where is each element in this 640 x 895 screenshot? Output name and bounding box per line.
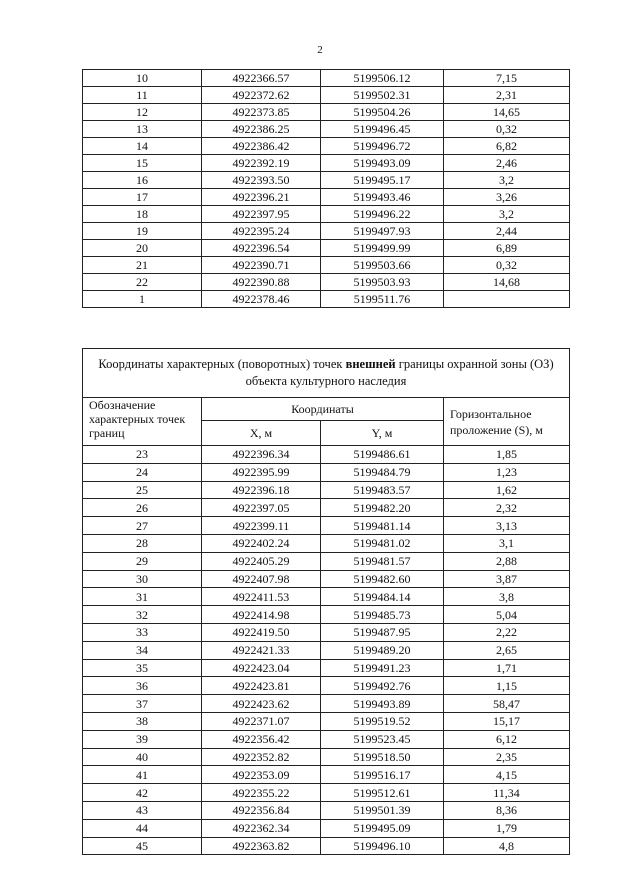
header-coordinates: Координаты — [202, 398, 444, 421]
x-cell: 4922396.18 — [202, 481, 321, 499]
x-cell: 4922423.04 — [202, 659, 321, 677]
y-cell: 5199495.17 — [321, 172, 444, 189]
table-row — [83, 138, 570, 155]
distance-cell: 3,2 — [444, 206, 570, 223]
point-cell: 14 — [83, 138, 202, 155]
x-cell: 4922392.19 — [202, 155, 321, 172]
table-row — [83, 712, 570, 730]
x-cell: 4922423.62 — [202, 695, 321, 713]
x-cell: 4922390.88 — [202, 274, 321, 291]
coordinates-table-continued — [82, 69, 570, 308]
y-cell: 5199493.09 — [321, 155, 444, 172]
point-cell: 35 — [83, 659, 202, 677]
page-number: 2 — [317, 44, 323, 56]
y-cell: 5199493.46 — [321, 189, 444, 206]
y-cell: 5199481.02 — [321, 534, 444, 552]
x-cell: 4922402.24 — [202, 534, 321, 552]
table-row — [83, 104, 570, 121]
y-cell: 5199489.20 — [321, 641, 444, 659]
header-point-designation: Обозначение характерных точек границ — [83, 398, 202, 446]
point-cell: 12 — [83, 104, 202, 121]
point-cell: 10 — [83, 70, 202, 87]
distance-cell — [444, 291, 570, 308]
y-cell: 5199496.10 — [321, 837, 444, 855]
x-cell: 4922352.82 — [202, 748, 321, 766]
table-row — [83, 463, 570, 481]
y-cell: 5199481.14 — [321, 517, 444, 535]
x-cell: 4922407.98 — [202, 570, 321, 588]
distance-cell: 0,32 — [444, 257, 570, 274]
x-cell: 4922421.33 — [202, 641, 321, 659]
distance-cell: 4,15 — [444, 766, 570, 784]
y-cell: 5199519.52 — [321, 712, 444, 730]
distance-cell: 3,13 — [444, 517, 570, 535]
caption-bold-word: внешней — [345, 357, 396, 371]
bottom-table-body — [83, 446, 570, 855]
distance-cell: 1,71 — [444, 659, 570, 677]
table-row — [83, 552, 570, 570]
distance-cell: 1,23 — [444, 463, 570, 481]
y-cell: 5199482.20 — [321, 499, 444, 517]
point-cell: 39 — [83, 730, 202, 748]
table-caption: Координаты характерных (поворотных) точек внешней границы охранной зоны (ОЗ) объекта культурного наследия — [83, 349, 570, 398]
point-cell: 16 — [83, 172, 202, 189]
y-cell: 5199486.61 — [321, 446, 444, 464]
table-row — [83, 801, 570, 819]
point-cell: 44 — [83, 819, 202, 837]
table-row — [83, 766, 570, 784]
x-cell: 4922396.54 — [202, 240, 321, 257]
table-row — [83, 481, 570, 499]
x-cell: 4922378.46 — [202, 291, 321, 308]
point-cell: 27 — [83, 517, 202, 535]
y-cell: 5199512.61 — [321, 784, 444, 802]
table-row — [83, 291, 570, 308]
top-table-body — [83, 70, 570, 308]
point-cell: 1 — [83, 291, 202, 308]
point-cell: 20 — [83, 240, 202, 257]
x-cell: 4922397.05 — [202, 499, 321, 517]
distance-cell: 0,32 — [444, 121, 570, 138]
y-cell: 5199497.93 — [321, 223, 444, 240]
distance-cell: 5,04 — [444, 606, 570, 624]
x-cell: 4922414.98 — [202, 606, 321, 624]
distance-cell: 6,82 — [444, 138, 570, 155]
distance-cell: 6,89 — [444, 240, 570, 257]
distance-cell: 2,46 — [444, 155, 570, 172]
table-row — [83, 534, 570, 552]
y-cell: 5199492.76 — [321, 677, 444, 695]
point-cell: 18 — [83, 206, 202, 223]
x-cell: 4922395.24 — [202, 223, 321, 240]
x-cell: 4922362.34 — [202, 819, 321, 837]
point-cell: 38 — [83, 712, 202, 730]
table-row — [83, 606, 570, 624]
table-row — [83, 223, 570, 240]
table-row — [83, 189, 570, 206]
distance-cell: 8,36 — [444, 801, 570, 819]
distance-cell: 1,79 — [444, 819, 570, 837]
table-row — [83, 70, 570, 87]
distance-cell: 14,65 — [444, 104, 570, 121]
distance-cell: 3,87 — [444, 570, 570, 588]
x-cell: 4922356.42 — [202, 730, 321, 748]
distance-cell: 2,65 — [444, 641, 570, 659]
y-cell: 5199487.95 — [321, 623, 444, 641]
table-row — [83, 206, 570, 223]
x-cell: 4922423.81 — [202, 677, 321, 695]
point-cell: 21 — [83, 257, 202, 274]
distance-cell: 3,1 — [444, 534, 570, 552]
distance-cell: 2,88 — [444, 552, 570, 570]
point-cell: 36 — [83, 677, 202, 695]
distance-cell: 2,31 — [444, 87, 570, 104]
point-cell: 26 — [83, 499, 202, 517]
distance-cell: 2,44 — [444, 223, 570, 240]
table-row — [83, 446, 570, 464]
x-cell: 4922411.53 — [202, 588, 321, 606]
point-cell: 15 — [83, 155, 202, 172]
y-cell: 5199482.60 — [321, 570, 444, 588]
x-cell: 4922399.11 — [202, 517, 321, 535]
table-row — [83, 155, 570, 172]
x-cell: 4922372.62 — [202, 87, 321, 104]
table-row — [83, 570, 570, 588]
point-cell: 45 — [83, 837, 202, 855]
point-cell: 41 — [83, 766, 202, 784]
y-cell: 5199523.45 — [321, 730, 444, 748]
table-row — [83, 677, 570, 695]
y-cell: 5199493.89 — [321, 695, 444, 713]
x-cell: 4922396.21 — [202, 189, 321, 206]
table-row — [83, 588, 570, 606]
distance-cell: 2,35 — [444, 748, 570, 766]
x-cell: 4922353.09 — [202, 766, 321, 784]
table-row — [83, 240, 570, 257]
table-row — [83, 87, 570, 104]
distance-cell: 14,68 — [444, 274, 570, 291]
table-row — [83, 623, 570, 641]
point-cell: 11 — [83, 87, 202, 104]
x-cell: 4922386.25 — [202, 121, 321, 138]
distance-cell: 1,15 — [444, 677, 570, 695]
point-cell: 28 — [83, 534, 202, 552]
point-cell: 22 — [83, 274, 202, 291]
point-cell: 34 — [83, 641, 202, 659]
distance-cell: 58,47 — [444, 695, 570, 713]
point-cell: 40 — [83, 748, 202, 766]
table-row — [83, 274, 570, 291]
x-cell: 4922366.57 — [202, 70, 321, 87]
header-y: Y, м — [321, 421, 444, 446]
distance-cell: 1,62 — [444, 481, 570, 499]
distance-cell: 6,12 — [444, 730, 570, 748]
point-cell: 23 — [83, 446, 202, 464]
point-cell: 30 — [83, 570, 202, 588]
distance-cell: 15,17 — [444, 712, 570, 730]
y-cell: 5199518.50 — [321, 748, 444, 766]
table-row — [83, 499, 570, 517]
distance-cell: 3,2 — [444, 172, 570, 189]
distance-cell: 3,26 — [444, 189, 570, 206]
point-cell: 31 — [83, 588, 202, 606]
header-horizontal-distance: Горизонтальное проложение (S), м — [444, 398, 570, 446]
distance-cell: 2,22 — [444, 623, 570, 641]
x-cell: 4922395.99 — [202, 463, 321, 481]
y-cell: 5199485.73 — [321, 606, 444, 624]
x-cell: 4922405.29 — [202, 552, 321, 570]
table-row — [83, 257, 570, 274]
outer-boundary-coordinates-table — [82, 348, 570, 855]
table-row — [83, 695, 570, 713]
y-cell: 5199496.45 — [321, 121, 444, 138]
x-cell: 4922419.50 — [202, 623, 321, 641]
y-cell: 5199501.39 — [321, 801, 444, 819]
x-cell: 4922355.22 — [202, 784, 321, 802]
point-cell: 25 — [83, 481, 202, 499]
distance-cell: 3,8 — [444, 588, 570, 606]
table-row — [83, 172, 570, 189]
point-cell: 43 — [83, 801, 202, 819]
table-row — [83, 784, 570, 802]
distance-cell: 7,15 — [444, 70, 570, 87]
table-row — [83, 641, 570, 659]
x-cell: 4922363.82 — [202, 837, 321, 855]
y-cell: 5199499.99 — [321, 240, 444, 257]
y-cell: 5199484.14 — [321, 588, 444, 606]
y-cell: 5199503.66 — [321, 257, 444, 274]
y-cell: 5199506.12 — [321, 70, 444, 87]
y-cell: 5199511.76 — [321, 291, 444, 308]
table-row — [83, 819, 570, 837]
distance-cell: 1,85 — [444, 446, 570, 464]
table-row — [83, 517, 570, 535]
x-cell: 4922386.42 — [202, 138, 321, 155]
x-cell: 4922390.71 — [202, 257, 321, 274]
y-cell: 5199496.72 — [321, 138, 444, 155]
y-cell: 5199502.31 — [321, 87, 444, 104]
point-cell: 37 — [83, 695, 202, 713]
y-cell: 5199495.09 — [321, 819, 444, 837]
distance-cell: 2,32 — [444, 499, 570, 517]
x-cell: 4922396.34 — [202, 446, 321, 464]
header-x: X, м — [202, 421, 321, 446]
distance-cell: 4,8 — [444, 837, 570, 855]
point-cell: 32 — [83, 606, 202, 624]
table-row — [83, 837, 570, 855]
y-cell: 5199504.26 — [321, 104, 444, 121]
x-cell: 4922356.84 — [202, 801, 321, 819]
distance-cell: 11,34 — [444, 784, 570, 802]
x-cell: 4922393.50 — [202, 172, 321, 189]
y-cell: 5199496.22 — [321, 206, 444, 223]
y-cell: 5199483.57 — [321, 481, 444, 499]
point-cell: 17 — [83, 189, 202, 206]
y-cell: 5199516.17 — [321, 766, 444, 784]
table-row — [83, 121, 570, 138]
table-row — [83, 730, 570, 748]
point-cell: 42 — [83, 784, 202, 802]
point-cell: 33 — [83, 623, 202, 641]
x-cell: 4922371.07 — [202, 712, 321, 730]
y-cell: 5199481.57 — [321, 552, 444, 570]
x-cell: 4922373.85 — [202, 104, 321, 121]
point-cell: 19 — [83, 223, 202, 240]
y-cell: 5199484.79 — [321, 463, 444, 481]
point-cell: 29 — [83, 552, 202, 570]
table-row — [83, 748, 570, 766]
point-cell: 24 — [83, 463, 202, 481]
x-cell: 4922397.95 — [202, 206, 321, 223]
point-cell: 13 — [83, 121, 202, 138]
table-row — [83, 659, 570, 677]
y-cell: 5199503.93 — [321, 274, 444, 291]
y-cell: 5199491.23 — [321, 659, 444, 677]
